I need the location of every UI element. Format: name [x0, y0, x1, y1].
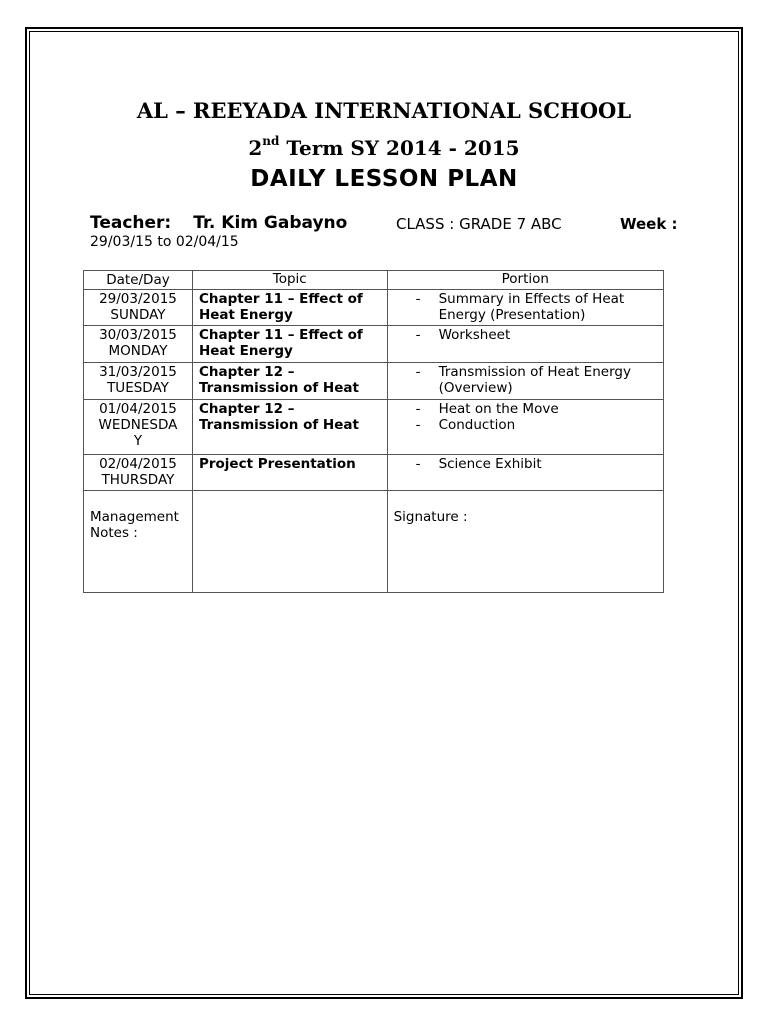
date-cell: [84, 455, 193, 491]
term-number: 2: [248, 136, 263, 160]
table-row: [84, 290, 664, 326]
day-value: WEDNESDA Y: [98, 417, 178, 449]
week-dates: 29/03/15 to 02/04/15: [90, 234, 239, 250]
lesson-plan-table: [83, 270, 664, 593]
date-cell: [84, 363, 193, 400]
header-date-day: Date/Day: [84, 271, 193, 290]
day-value: THURSDAY: [101, 472, 175, 488]
day-value: SUNDAY: [110, 307, 166, 323]
class-info: CLASS : GRADE 7 ABC: [396, 215, 562, 233]
date-value: 29/03/2015: [99, 291, 177, 307]
management-notes-field: [192, 491, 387, 593]
table-row: [84, 400, 664, 455]
term-text: Term SY 2014 - 2015: [279, 136, 520, 160]
portion-cell: [387, 455, 663, 491]
topic-cell: Chapter 12 – Transmission of Heat: [192, 400, 387, 455]
portion-item: - Science Exhibit: [394, 456, 657, 472]
management-notes-label: Management Notes :: [84, 491, 193, 593]
signature-label: Signature :: [387, 491, 663, 593]
day-value: TUESDAY: [107, 380, 169, 396]
date-value: 01/04/2015: [99, 401, 177, 417]
table-header-row: [84, 271, 664, 290]
topic-cell: Chapter 12 – Transmission of Heat: [192, 363, 387, 400]
topic-cell: Chapter 11 – Effect of Heat Energy: [192, 326, 387, 363]
date-cell: [84, 400, 193, 455]
portion-item: - Conduction: [394, 417, 657, 433]
day-value: MONDAY: [108, 343, 168, 359]
date-value: 02/04/2015: [99, 456, 177, 472]
topic-cell: Project Presentation: [192, 455, 387, 491]
header-portion: Portion: [387, 271, 663, 290]
date-cell: [84, 326, 193, 363]
date-value: 31/03/2015: [99, 364, 177, 380]
portion-cell: [387, 400, 663, 455]
date-value: 30/03/2015: [99, 327, 177, 343]
term-heading: [0, 136, 768, 160]
portion-item: - Heat on the Move: [394, 401, 657, 417]
school-name: AL – REEYADA INTERNATIONAL SCHOOL: [136, 98, 632, 123]
teacher-info-line: [90, 213, 710, 233]
portion-cell: [387, 326, 663, 363]
portion-item: - Summary in Effects of Heat Energy (Presentation): [394, 291, 657, 323]
teacher-label: Teacher:: [90, 213, 172, 233]
table-row: [84, 326, 664, 363]
header-topic: Topic: [192, 271, 387, 290]
portion-cell: [387, 290, 663, 326]
table-row: [84, 455, 664, 491]
term-ordinal: nd: [262, 134, 280, 148]
notes-row: [84, 491, 664, 593]
page-title: DAILY LESSON PLAN: [250, 166, 518, 192]
date-cell: [84, 290, 193, 326]
week-label: Week :: [620, 215, 678, 233]
portion-item: - Worksheet: [394, 327, 657, 343]
teacher-name: Tr. Kim Gabayno: [193, 213, 348, 233]
table-row: [84, 363, 664, 400]
portion-item: - Transmission of Heat Energy (Overview): [394, 364, 657, 396]
topic-cell: Chapter 11 – Effect of Heat Energy: [192, 290, 387, 326]
portion-cell: [387, 363, 663, 400]
